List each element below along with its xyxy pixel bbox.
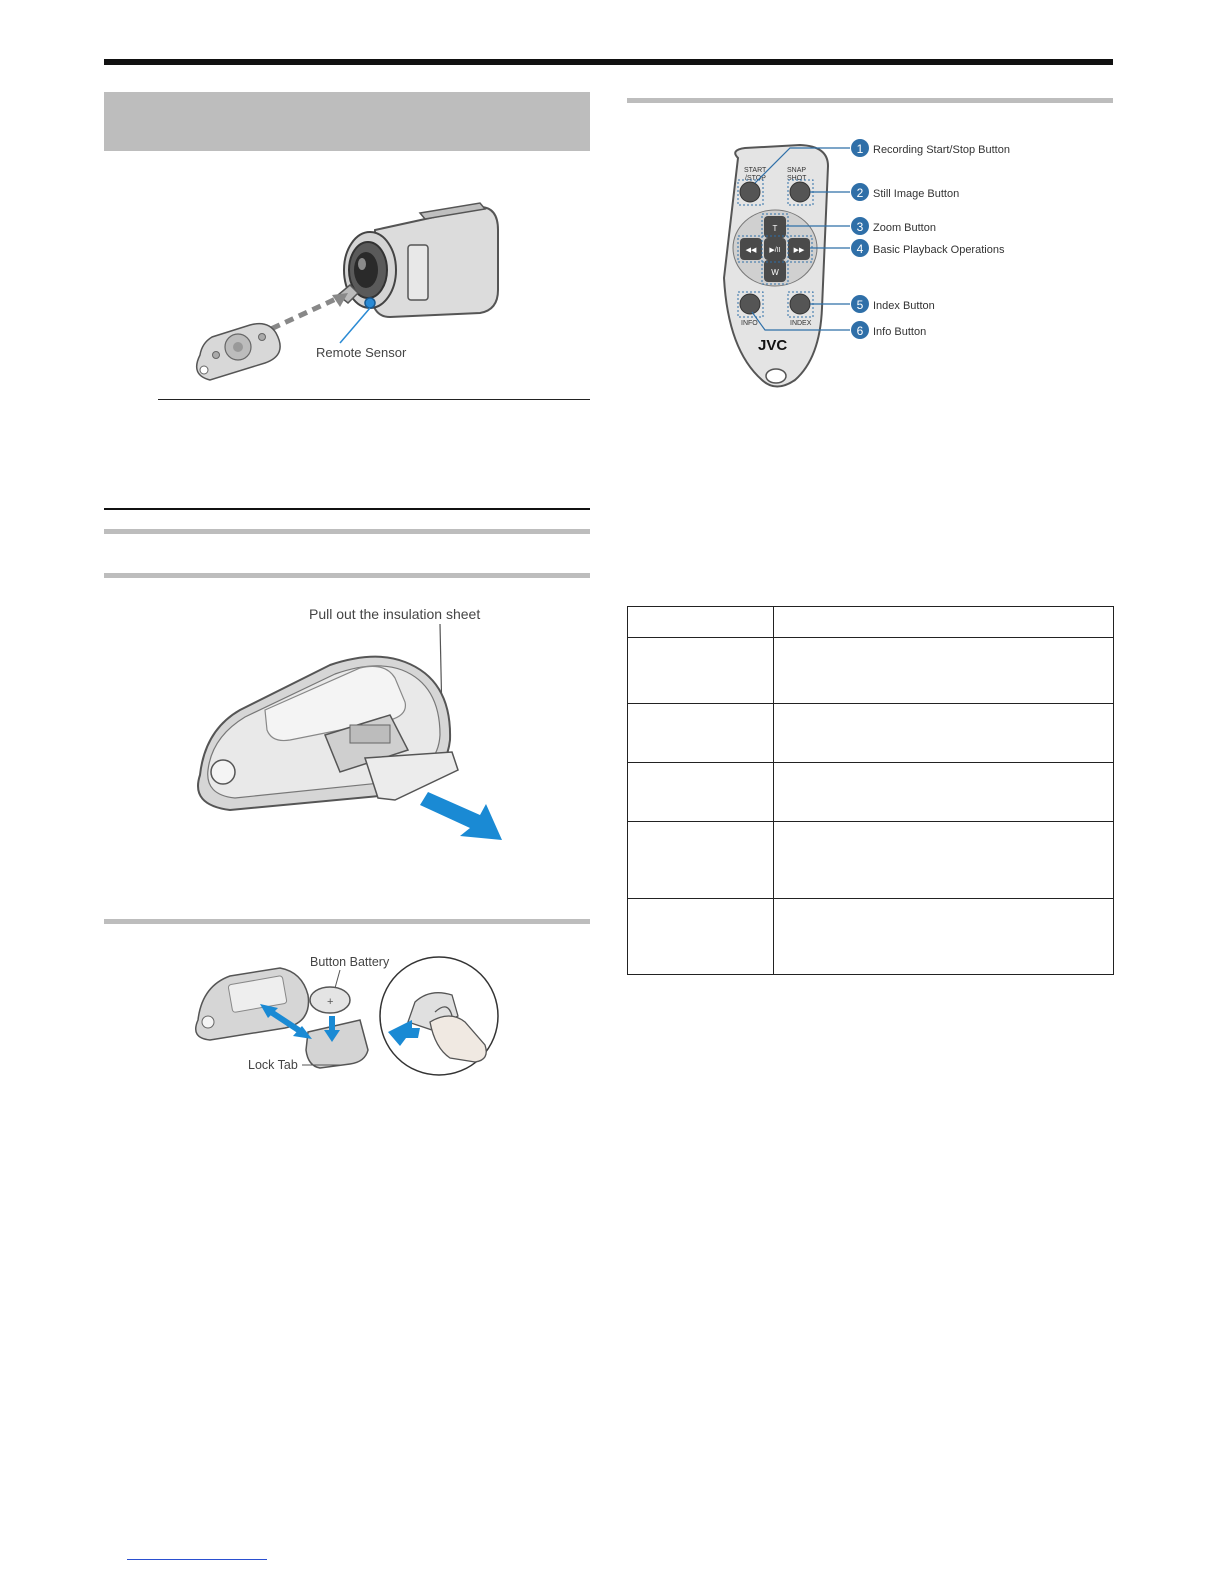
table-header-cell (628, 607, 774, 638)
battery-figure (190, 950, 505, 1085)
svg-text:+: + (327, 996, 334, 1008)
insulation-label: Pull out the insulation sheet (309, 606, 481, 622)
section-header-bar (627, 98, 1113, 103)
figure-underline (158, 399, 590, 400)
remote-functions-figure (700, 128, 1060, 398)
callout-1 (851, 139, 1010, 157)
svg-text:2: 2 (856, 186, 864, 200)
table-row (628, 822, 1114, 899)
snap-shot-key-label: SNAP (787, 167, 807, 174)
callout-label: Still Image Button (873, 188, 960, 200)
table-header-row (628, 607, 1114, 638)
callout-label: Index Button (873, 300, 935, 312)
svg-text:4: 4 (856, 242, 864, 256)
remote-sensor-dot (365, 298, 375, 308)
insulation-sheet-figure (190, 600, 510, 850)
section-divider (104, 508, 590, 510)
button-battery-label: Button Battery (310, 955, 390, 969)
footer-link-underline[interactable] (127, 1559, 267, 1560)
svg-text:3: 3 (856, 220, 864, 234)
callout-label: Info Button (873, 326, 927, 338)
table-row (628, 704, 1114, 763)
remote-control-illustration (197, 324, 280, 380)
callout-4 (851, 239, 1005, 257)
table-row (628, 763, 1114, 822)
info-key-label: INFO (741, 320, 758, 327)
callout-6 (851, 321, 926, 339)
table-row (628, 899, 1114, 975)
zoom-w-key: W (771, 268, 779, 277)
camcorder-illustration (338, 203, 498, 317)
callout-3 (851, 217, 936, 235)
zoom-t-key: T (772, 224, 778, 233)
remote-sensor-label: Remote Sensor (316, 345, 407, 360)
start-stop-key-label: START (744, 167, 767, 174)
section-title-box (104, 92, 590, 151)
table-header-cell (774, 607, 1114, 638)
remote-functions-table (627, 606, 1114, 975)
svg-text:1: 1 (856, 142, 864, 156)
table-row (628, 638, 1114, 704)
callout-5 (851, 295, 935, 313)
play-pause-key: ▶/II (769, 247, 781, 254)
subsection-bar (104, 573, 590, 578)
svg-text:6: 6 (856, 324, 864, 338)
svg-text:/STOP: /STOP (745, 175, 766, 182)
callout-label: Recording Start/Stop Button (873, 144, 1010, 156)
svg-text:SHOT: SHOT (787, 175, 807, 182)
jvc-logo: JVC (758, 337, 788, 354)
top-rule (104, 59, 1113, 65)
camera-remote-sensor-figure (180, 185, 520, 390)
callout-label: Basic Playback Operations (873, 244, 1005, 256)
subsection-bar (104, 919, 590, 924)
callout-2 (851, 183, 959, 201)
rewind-key: ◀◀ (745, 247, 757, 254)
callout-label: Zoom Button (873, 222, 936, 234)
svg-text:5: 5 (856, 298, 864, 312)
index-key-label: INDEX (790, 320, 812, 327)
fast-forward-key: ▶▶ (793, 247, 805, 254)
subsection-bar (104, 529, 590, 534)
lock-tab-label: Lock Tab (248, 1058, 298, 1072)
